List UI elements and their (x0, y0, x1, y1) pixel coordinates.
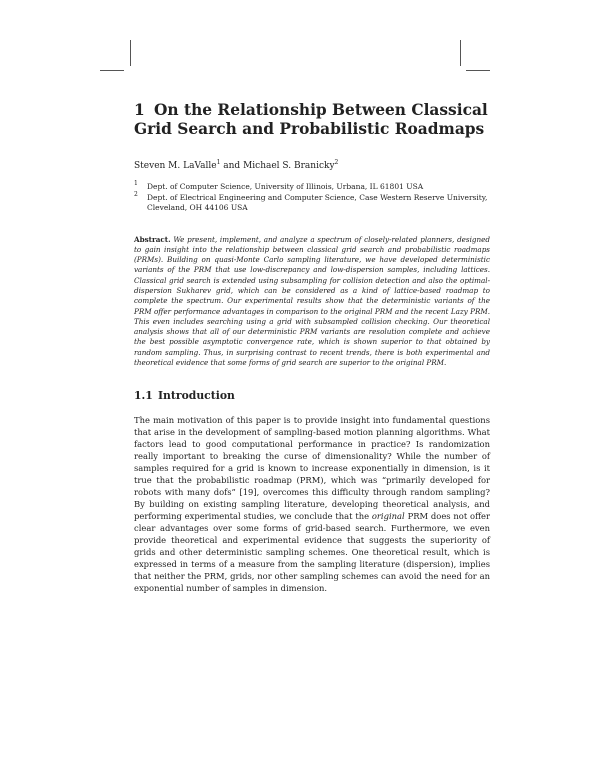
affiliation (134, 182, 490, 193)
author-name: Steven M. LaValle (134, 161, 217, 171)
author-separator: and (220, 161, 244, 171)
affiliation (134, 190, 490, 214)
affiliation-number: 1 (134, 180, 138, 187)
abstract-text: We present, implement, and analyze a spectrum of closely-related planners, designed to gain insight into the relationship between classical grid search and probabilistic roadmaps (PRMs). Building on quasi-Monte Carlo sampling literature, we have developed deterministic variants of the PRM that use low-discrepancy and low-dispersion samples, including lattices. Classical grid search is extended using subsampling for collision detection and also the optimal-dispersion Sukharev grid, which can be considered as a kind of lattice-based roadmap to complete the spectrum. Our experimental results show that the deterministic variants of the PRM offer performance advantages in comparison to the original PRM and the recent Lazy PRM. This even includes searching using a grid with subsampled collision checking. Our theoretical analysis shows that all of our deterministic PRM variants are resolution complete and achieve the best possible asymptotic convergence rate, which is shown superior to that obtained by random sampling. Thus, in surprising contrast to recent trends, there is both experimental and theoretical evidence that some forms of grid search are superior to the original PRM. (134, 234, 490, 368)
chapter-number: 1 (134, 101, 145, 119)
body-text: The main motivation of this paper is to provide insight into fundamental questions that arise in the development of sampling-based motion planning algorithms. What factors lead to good computational performance in practice? Is randomization really important to breaking the curse of dimensionality? While the number of samples required for a grid is known to increase exponentially in dimension, is it true that the probabilistic roadmap (PRM), which was “primarily developed for robots with many dofs” [19], overcomes this difficulty through random sampling? By building on existing sampling literature, developing theoretical analysis, and performing experimental studies, we conclude that the (134, 415, 490, 521)
emphasis-text: original (371, 510, 405, 521)
affiliation-mark: 2 (334, 159, 339, 166)
crop-mark (460, 40, 461, 66)
section-heading (134, 389, 490, 403)
crop-mark (100, 70, 124, 71)
affiliation-text: Dept. of Electrical Engineering and Computer Science, Case Western Reserve University, Cleveland, OH 44106 USA (147, 192, 488, 212)
affiliation-number: 2 (134, 190, 138, 198)
crop-mark (466, 70, 490, 71)
affiliation-mark: 1 (216, 159, 221, 166)
author-name: Michael S. Branicky (243, 161, 335, 171)
paper-page (134, 101, 490, 595)
chapter-title-text: On the Relationship Between Classical Grid Search and Probabilistic Roadmaps (134, 101, 488, 138)
intro-paragraph (134, 415, 490, 594)
affiliations (134, 182, 490, 214)
section-number: 1.1 (134, 389, 153, 403)
body-text: PRM does not offer clear advantages over some forms of grid-based search. Furthermore, we even provide theoretical and experimental evidence that suggests the superiority of grids and other deterministic sampling schemes. One theoretical result, which is expressed in terms of a measure from the sampling literature (dispersion), implies that neither the PRM, grids, nor other sampling schemes can avoid the need for an exponential number of samples in dimension. (134, 510, 491, 593)
author-line (134, 160, 490, 172)
section-title: Introduction (158, 389, 235, 403)
abstract (134, 235, 490, 369)
abstract-label: Abstract. (134, 234, 171, 244)
crop-mark (130, 40, 131, 66)
affiliation-text: Dept. of Computer Science, University of Illinois, Urbana, IL 61801 USA (147, 182, 424, 191)
chapter-title (134, 101, 490, 139)
